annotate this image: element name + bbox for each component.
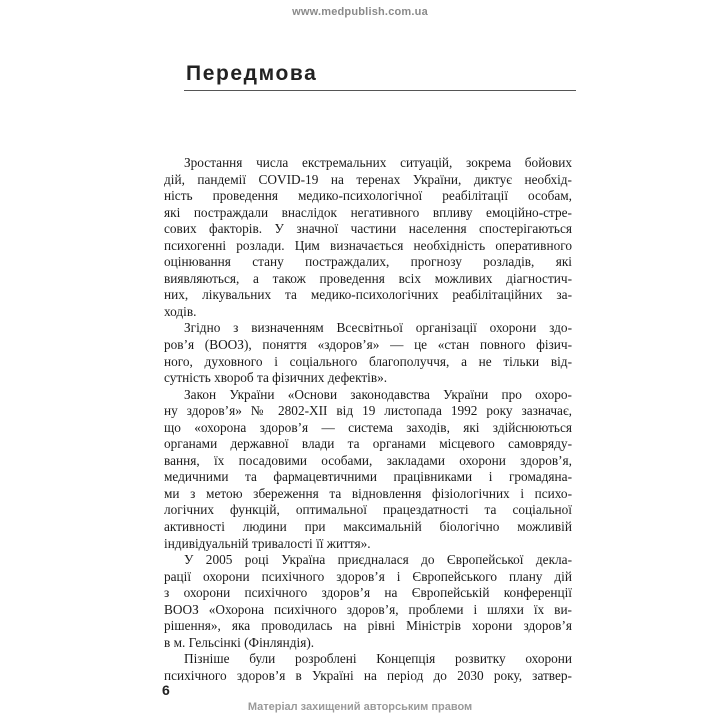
text-line: сових факторів. У значної частини населення спостерігаються <box>164 221 572 237</box>
text-line: в м. Гельсінкі (Фінляндія). <box>164 634 315 650</box>
text-line: ми з метою збереження та відновлення фізіологічних і психо- <box>164 485 572 501</box>
site-watermark: www.medpublish.com.ua <box>292 6 428 18</box>
text-line: психогенні розлади. Цим визначається необхідність оперативного <box>164 237 572 253</box>
text-line: ну здоров’я» № 2802-XII від 19 листопада 1992 року зазначає, <box>164 403 572 419</box>
text-line: індивідуальній тривалості її життя». <box>164 535 371 551</box>
copyright-watermark: Матеріал захищений авторським правом <box>247 701 473 713</box>
paragraph <box>164 651 572 684</box>
text-line: дій, пандемії COVID-19 на теренах України, диктує необхід- <box>164 171 572 187</box>
text-line: У 2005 році Україна приєдналася до Європейської декла- <box>184 552 572 568</box>
text-line: рації охорони психічного здоров’я і Європейського плану дій <box>164 568 572 584</box>
title-underline <box>184 90 576 91</box>
text-line: активності людини при максимальній біологічно можливій <box>164 519 572 535</box>
paragraph <box>164 552 572 651</box>
text-line: логічних функцій, оптимальної працездатності та соціальної <box>164 502 572 518</box>
text-line: Зростання числа екстремальних ситуацій, зокрема бойових <box>184 155 572 170</box>
text-line: Закон України «Основи законодавства України про охоро- <box>184 386 572 402</box>
text-line: Згідно з визначенням Всесвітньої організації охорони здо- <box>184 320 572 336</box>
paragraph <box>164 387 572 552</box>
text-line: які постраждали внаслідок негативного впливу емоційно-стре- <box>164 204 572 220</box>
text-line: оцінювання стану постраждалих, прогнозу розладів, які <box>164 254 572 270</box>
text-line: них, лікувальних та медико-психологічних реабілітаційних за- <box>164 287 572 303</box>
text-line: ність проведення медико-психологічної реабілітації особам, <box>164 188 572 204</box>
text-line: що «охорона здоров’я — система заходів, які здійснюються <box>164 419 572 435</box>
text-line: виявляються, а також проведення всіх можливих діагностич- <box>164 270 572 286</box>
chapter-title: Передмова <box>186 62 318 85</box>
text-line: ВООЗ «Охорона психічного здоров’я, проблеми і шляхи їх ви- <box>164 601 572 617</box>
text-line: ров’я (ВООЗ), поняття «здоров’я» — це «стан повного фізич- <box>164 337 572 353</box>
text-line: ного, духовного і соціального благополуччя, а не тільки від- <box>164 353 572 369</box>
text-line: Пізніше були розроблені Концепція розвитку охорони <box>184 651 572 667</box>
text-line: сутність хвороб та фізичних дефектів». <box>164 370 388 386</box>
text-line: ходів. <box>164 303 197 319</box>
text-line: психічного здоров’я в Україні на період до 2030 року, затвер- <box>164 667 572 683</box>
text-line: медичними та фармацевтичними працівниками і громадяна- <box>164 469 572 485</box>
text-line: органами державної влади та органами місцевого самовряду- <box>164 436 572 452</box>
text-line: рішення», яка проводилась на рівні Міністрів хорони здоров’я <box>164 618 572 634</box>
paragraph <box>164 155 572 320</box>
text-line: вання, їх посадовими особами, закладами охорони здоров’я, <box>164 452 572 468</box>
page-number: 6 <box>162 682 170 698</box>
text-line: з охорони психічного здоров’я на Європейській конференції <box>164 585 572 601</box>
body-text <box>164 155 572 685</box>
paragraph <box>164 320 572 386</box>
